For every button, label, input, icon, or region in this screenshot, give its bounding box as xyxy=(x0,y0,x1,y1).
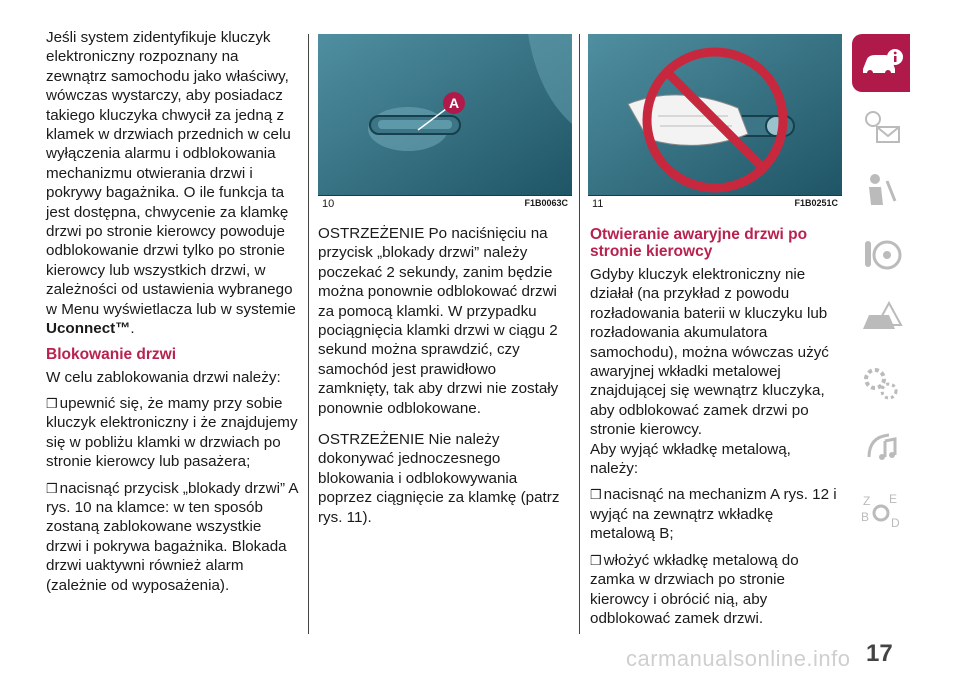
text-column-1 xyxy=(46,28,298,602)
warning-lights-icon xyxy=(859,107,903,147)
airbag-seat-icon xyxy=(859,171,903,211)
door-handle-illustration xyxy=(318,34,572,196)
service-gears-icon xyxy=(859,363,903,403)
body-paragraph: Gdyby kluczyk elektroniczny nie działał (na przykład z powodu rozładowania baterii w kluczyku lub rozładowania akumulatora samochodu), można wówczas użyć awaryjnej wkładki metalowej znajdującej się wewnątrz kluczyka, aby odblokować zamek drzwi po stronie kierowcy. xyxy=(590,266,829,439)
svg-text:E: E xyxy=(889,492,898,506)
warning-paragraph: OSTRZEŻENIE Nie należy dokonywać jednoczesnego blokowania i odblokowywania poprzez ciągnięcie za klamkę (patrz rys. 11). xyxy=(318,431,560,526)
index-icon xyxy=(859,491,903,531)
watermark: carmanualsonline.info xyxy=(626,646,851,671)
multimedia-icon xyxy=(859,427,903,467)
text-column-3 xyxy=(590,224,842,635)
svg-text:B: B xyxy=(861,510,870,524)
section-heading-emergency: Otwieranie awaryjne drzwi po stronie kierowcy xyxy=(590,226,808,260)
tab-warning-lights[interactable] xyxy=(852,98,910,156)
figure-10-door-handle xyxy=(318,34,572,212)
section-heading-locking: Blokowanie drzwi xyxy=(46,345,177,363)
bullet-item: ❒ upewnić się, że mamy przy sobie kluczyk elektroniczny i że znajdujemy się w pobliżu klamki w drzwiach po stronie kierowcy lub pasażera; xyxy=(46,394,298,472)
column-divider xyxy=(579,34,580,634)
body-paragraph: Aby wyjąć wkładkę metalową, należy: xyxy=(590,440,791,478)
figure-number: 11 xyxy=(592,198,604,210)
figure-caption-bar xyxy=(318,195,572,212)
text-column-2 xyxy=(318,224,570,534)
bullet-item: ❒ włożyć wkładkę metalową do zamka w drzwiach po stronie kierowcy i obrócić nią, aby odblokować zamek drzwi. xyxy=(590,551,842,629)
svg-text:D: D xyxy=(891,516,900,530)
figure-11-prohibited xyxy=(588,34,842,212)
bullet-item: ❒ nacisnąć na mechanizm A rys. 12 i wyjąć na zewnątrz wkładkę metalową B; xyxy=(590,485,842,543)
tab-multimedia[interactable] xyxy=(852,418,910,476)
callout-a-label: A xyxy=(448,95,460,111)
bullet-item: ❒ nacisnąć przycisk „blokady drzwi” A rys. 10 na klamce: w ten sposób zostaną zablokowane wszystkie drzwi i pokrywa bagażnika. Blokada drzwi uaktywni również alarm (zależnie od wyposażenia). xyxy=(46,479,298,595)
figure-caption-bar xyxy=(588,195,842,212)
warning-paragraph: OSTRZEŻENIE Po naciśnięciu na przycisk „blokady drzwi” należy poczekać 2 sekundy, zanim będzie można ponownie odblokować drzwi za pomocą klamki. W przypadku pociągnięcia klamki drzwi w ciągu 2 sekund można sprawdzić, czy samochód jest prawidłowo zamknięty, tak aby drzwi nie zostały ponownie odblokowane. xyxy=(318,225,559,417)
page-number: 17 xyxy=(866,640,893,667)
uconnect-label: Uconnect™ xyxy=(46,320,131,338)
key-steering-icon xyxy=(859,235,903,275)
svg-text:Z: Z xyxy=(863,494,871,508)
figure-code: F1B0063C xyxy=(524,198,568,208)
tab-index[interactable] xyxy=(852,482,910,540)
car-info-icon xyxy=(859,47,903,79)
column-divider xyxy=(308,34,309,634)
tab-emergency[interactable] xyxy=(852,290,910,348)
tab-car-info[interactable] xyxy=(852,34,910,92)
figure-code: F1B0251C xyxy=(794,198,838,208)
tab-safety[interactable] xyxy=(852,162,910,220)
chapter-tab-bar xyxy=(852,34,910,546)
intro-paragraph: Jeśli system zidentyfikuje kluczyk elektroniczny rozpoznany na zewnątrz samochodu jako właściwy, wówczas wystarczy, aby posiadacz takiego kluczyka chwycił za jedną z klamek w drzwiach przednich w celu wyłączenia alarmu i odblokowania mechanizmu otwierania drzwi i pokrywy bagażnika. O ile funkcja ta jest dostępna, chwycenie za klamkę drzwi po stronie kierowcy powoduje odblokowanie drzwi tylko po stronie kierowcy lub wszystkich drzwi, w zależności od ustawienia wybranego w Menu wyświetlacza lub w systemie Uconnect™. xyxy=(46,29,296,338)
tab-starting[interactable] xyxy=(852,226,910,284)
lead-paragraph: W celu zablokowania drzwi należy: xyxy=(46,368,281,386)
prohibited-handle-illustration xyxy=(588,34,842,196)
emergency-icon xyxy=(859,299,903,339)
figure-number: 10 xyxy=(322,198,335,210)
tab-service[interactable] xyxy=(852,354,910,412)
